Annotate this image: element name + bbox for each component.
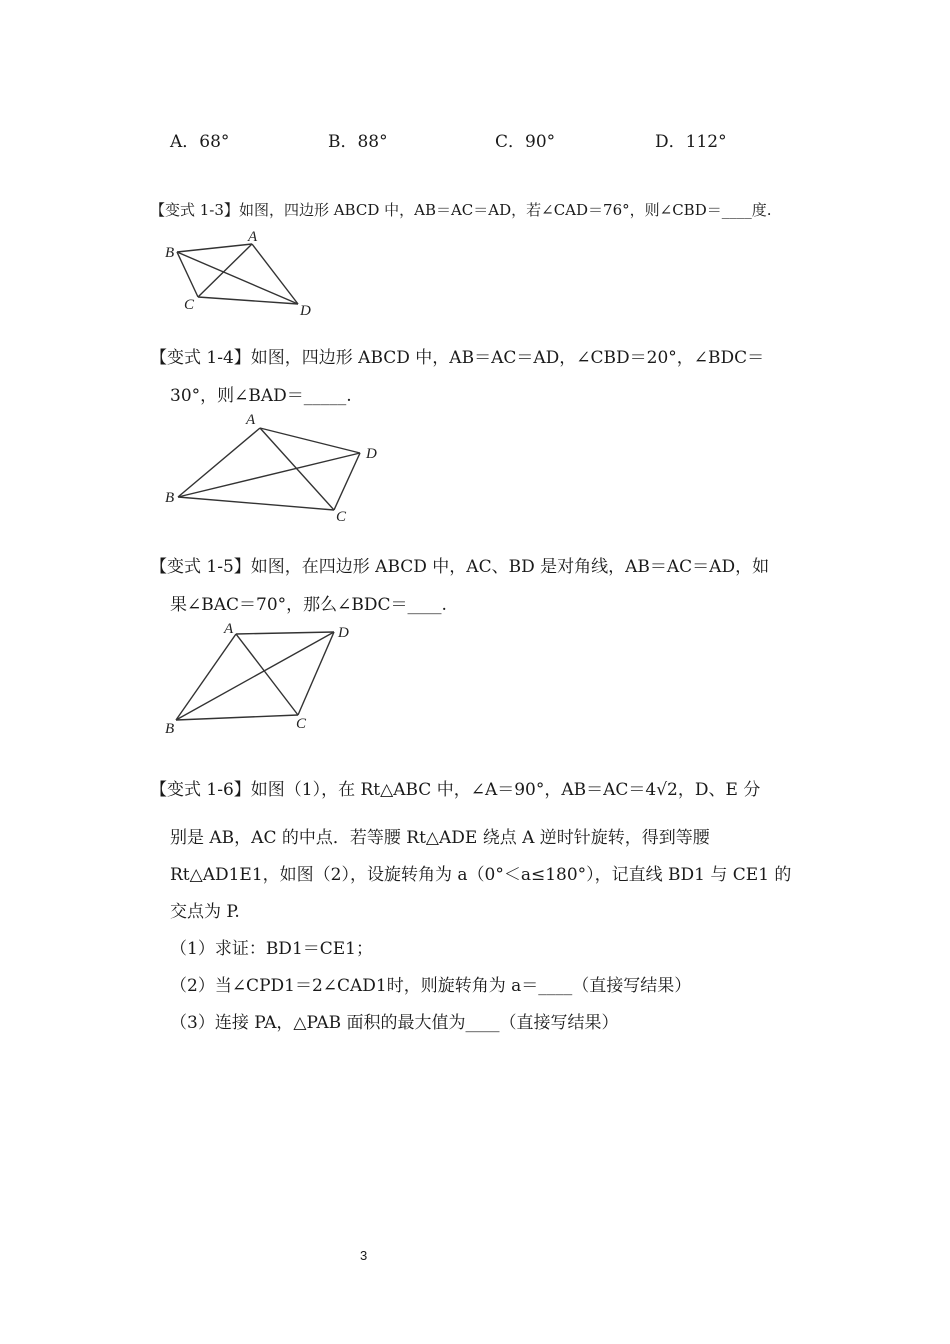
sub-question-1: （1）求证：BD1＝CE1； xyxy=(170,939,373,959)
question-text-line1: 如图（1），在 Rt△ABC 中，∠A＝90°，AB＝AC＝4√2，D、E 分 xyxy=(250,780,761,800)
label-b: B xyxy=(165,245,175,261)
question-1-6-line3: Rt△AD1E1，如图（2），设旋转角为 a（0°＜a≤180°），记直线 BD1 与 CE1 的 xyxy=(170,865,792,885)
figure-1-5 xyxy=(160,618,360,738)
sub-question-2: （2）当∠CPD1＝2∠CAD1时，则旋转角为 a＝____（直接写结果） xyxy=(170,976,692,996)
option-a: A．68° xyxy=(170,132,230,152)
question-text: 如图，四边形 ABCD 中，AB＝AC＝AD，若∠CAD＝76°，则∠CBD＝____度. xyxy=(238,201,772,219)
label-c: C xyxy=(336,509,347,525)
label-b: B xyxy=(165,721,175,737)
label-c: C xyxy=(296,716,307,732)
question-text-line1: 如图，四边形 ABCD 中，AB＝AC＝AD，∠CBD＝20°，∠BDC＝ xyxy=(250,348,765,368)
question-tag: 【变式 1-6】 xyxy=(150,780,251,800)
label-a: A xyxy=(224,621,234,637)
label-d: D xyxy=(366,446,377,462)
figure-1-4 xyxy=(160,405,390,525)
label-a: A xyxy=(246,412,256,428)
question-1-6-line2: 别是 AB，AC 的中点．若等腰 Rt△ADE 绕点 A 逆时针旋转，得到等腰 xyxy=(170,828,710,848)
question-tag: 【变式 1-4】 xyxy=(150,348,251,368)
option-c: C．90° xyxy=(495,132,556,152)
question-1-4 xyxy=(150,343,764,368)
question-1-4-line2: 30°，则∠BAD＝_____. xyxy=(170,386,352,406)
question-1-5-line2: 果∠BAC＝70°，那么∠BDC＝____. xyxy=(170,595,447,615)
sub-question-3: （3）连接 PA，△PAB 面积的最大值为____（直接写结果） xyxy=(170,1013,619,1033)
question-text-line1: 如图，在四边形 ABCD 中，AC、BD 是对角线，AB＝AC＝AD，如 xyxy=(250,557,770,577)
question-tag: 【变式 1-3】 xyxy=(150,201,239,219)
label-b: B xyxy=(165,490,175,506)
question-1-3 xyxy=(150,199,772,220)
option-b: B．88° xyxy=(328,132,388,152)
page-number: 3 xyxy=(360,1248,368,1263)
question-1-6-line4: 交点为 P. xyxy=(170,902,240,922)
option-d: D．112° xyxy=(655,132,727,152)
label-d: D xyxy=(300,303,311,319)
label-a: A xyxy=(248,229,258,245)
label-c: C xyxy=(184,297,195,313)
question-1-5 xyxy=(150,552,769,577)
question-1-6 xyxy=(150,775,760,800)
label-d: D xyxy=(338,625,349,641)
question-tag: 【变式 1-5】 xyxy=(150,557,251,577)
figure-1-3 xyxy=(160,226,330,322)
